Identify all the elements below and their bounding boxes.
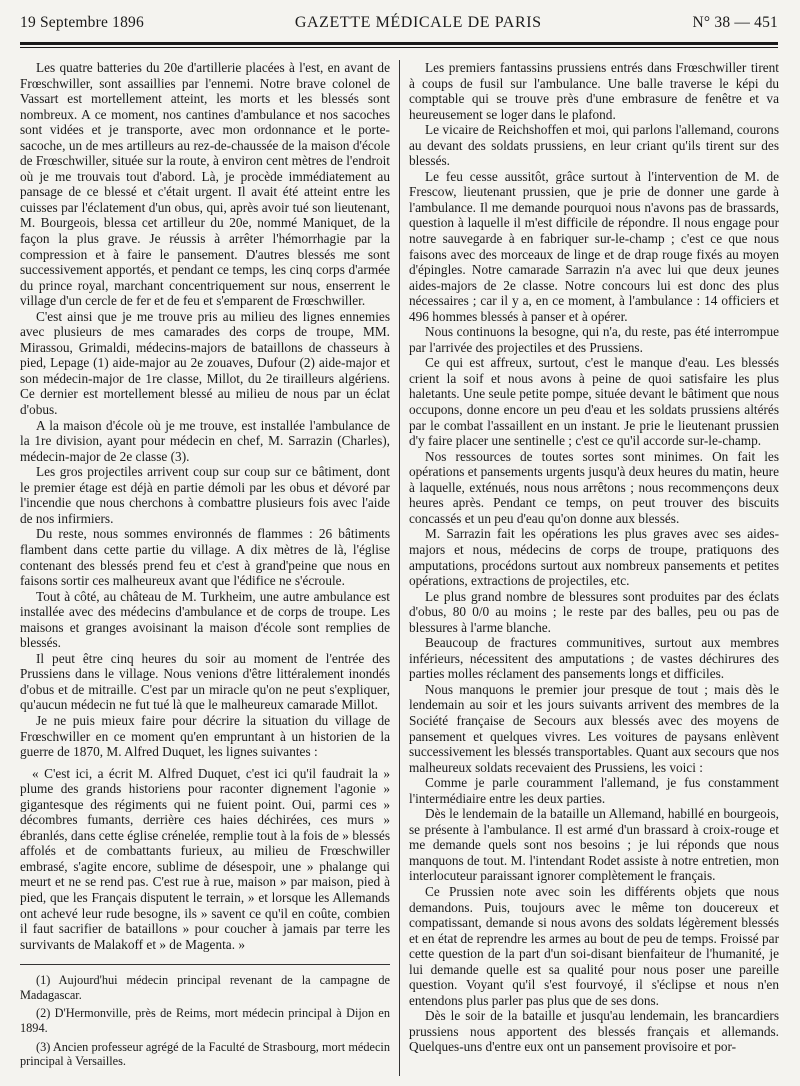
paragraph: Nos ressources de toutes sortes sont minimes. On fait les opérations et pansements urgents jusqu'à deux heures du matin, heure à laquelle, exténués, nous nous arrêtons ; nous recommençons deux heures après. Pendant ce temps, on peut trouver des biscuits concassés et un peu d'eau qu'on donne aux blessés. xyxy=(409,448,779,526)
header-rule-thin xyxy=(20,47,778,48)
quote-text: « C'est ici, a écrit M. Alfred Duquet, c'est ici qu'il faudrait la » plume des grands historiens pour raconter dignement l'agonie » gigantesque des régiments qui ne fuient point. Oui, parmi ces » décombres fumants, derrière ces haies déchirées, ces murs » ébranlés, dans cette église crénelée, remplie tout à la fois de » blessés affolés et de combattants furieux, au milieu de Frœschwiller embrasé, s'agite encore, sublime de désespoir, une » phalange qui meurt et ne se rend pas. C'est rue à rue, maison » par maison, pied à pied, que les Français disputent le terrain, » et lorsque les Allemands ont achevé leur rude besogne, ils » savent ce qu'il en coûte, combien il faut sacrifier de bataillons » pour coucher à jamais par terre les survivants de Malakoff et » de Magenta. » xyxy=(20,765,390,952)
paragraph: Nous continuons la besogne, qui n'a, du reste, pas été interrompue par l'arrivée des projectiles et des Prussiens. xyxy=(409,324,779,355)
paragraph: Je ne puis mieux faire pour décrire la situation du village de Frœschwiller en ce moment qu'en empruntant à un historien de la guerre de 1870, M. Alfred Duquet, les lignes suivantes : xyxy=(20,712,390,760)
footnote: (1) Aujourd'hui médecin principal revenant de la campagne de Madagascar. xyxy=(20,973,390,1002)
column-divider xyxy=(399,60,400,1076)
paragraph: Tout à côté, au château de M. Turkheim, une autre ambulance est installée avec des médecins d'ambulance et de corps de troupe. Les maisons et granges avoisinant la maison d'école sont remplies de blessés. xyxy=(20,588,390,651)
paragraph: Dès le soir de la bataille et jusqu'au lendemain, les brancardiers prussiens nous apportent des blessés français et allemands. Quelques-uns d'entre eux ont un pansement provisoire et por- xyxy=(409,1008,779,1055)
footnote: (2) D'Hermonville, près de Reims, mort médecin principal à Dijon en 1894. xyxy=(20,1006,390,1035)
footnote: (3) Ancien professeur agrégé de la Faculté de Strasbourg, mort médecin principal à Versailles. xyxy=(20,1039,390,1069)
footnotes-divider xyxy=(20,964,390,965)
historian-quote xyxy=(20,766,390,953)
publication-title: GAZETTE MÉDICALE DE PARIS xyxy=(294,14,542,31)
paragraph: Les gros projectiles arrivent coup sur coup sur ce bâtiment, dont le premier étage est déjà en partie démoli par les obus et dévoré par l'incendie que nous cherchons à combattre plusieurs fois avec l'aide de nos infirmiers. xyxy=(20,464,390,526)
left-column xyxy=(20,60,390,1078)
paragraph: Beaucoup de fractures communitives, surtout aux membres inférieurs, nécessitent des amputations ; de vastes déchirures des parties molles réclament des pansements longs et difficiles. xyxy=(409,635,779,682)
paragraph: Les premiers fantassins prussiens entrés dans Frœschwiller tirent à coups de fusil sur l'ambulance. Une balle traverse le képi du comptable qui se trouve près d'une embrasure de fenêtre et va heureusement se loger dans le plafond. xyxy=(409,60,779,122)
header-date: 19 Septembre 1896 xyxy=(20,14,144,31)
paragraph: Le feu cesse aussitôt, grâce surtout à l'intervention de M. de Frescow, lieutenant prussien, que je prie de donner une garde à l'ambulance. Il me demande pourquoi nous n'avons pas de brassards, question à laquelle il m'est difficile de répondre. Il nous engage pour notre sauvegarde à en fabriquer sur-le-champ ; c'est ce que nous faisons avec des morceaux de linge et de drap rouge fixés au moyen d'épingles. Notre camarade Sarrazin n'a avec lui que deux jeunes aides-majors de 2e classe. Notre concours lui est donc des plus nécessaires ; car il y a, en ce moment, à l'ambulance : 14 officiers et 496 hommes blessés à panser et à opérer. xyxy=(409,168,779,324)
paragraph: Le vicaire de Reichshoffen et moi, qui parlons l'allemand, courons au devant des soldats prussiens, en leur criant qu'ils tirent sur des blessés. xyxy=(409,122,779,169)
right-column xyxy=(409,60,779,1078)
paragraph: A la maison d'école où je me trouve, est installée l'ambulance de la 1re division, ayant pour médecin en chef, M. Sarrazin (Charles), médecin-major de 2e classe (3). xyxy=(20,417,390,464)
paragraph: Comme je parle couramment l'allemand, je fus constamment l'intermédiaire entre les deux parties. xyxy=(409,775,779,806)
paragraph: Le plus grand nombre de blessures sont produites par des éclats d'obus, 80 0/0 au moins ; le reste par des balles, peu ou pas de blessures à l'arme blanche. xyxy=(409,588,779,635)
paragraph: Les quatre batteries du 20e d'artillerie placées à l'est, en avant de Frœschwiller, sont assaillies par l'ennemi. Notre brave colonel de Vassart est mortellement atteint, les morts et les blessés sont nombreux. A ce moment, nos cantines d'ambulance et nos sacoches sont vidées et je transporte, avec mon ordonnance et le porte-sacoche, un de mes artilleurs au rez-de-chaussée de la maison d'école de Frœschwiller, située sur la route, à environ cent mètres de l'endroit où je me trouvais tout d'abord. Là, je procède immédiatement au pansage de ce blessé et c'était urgent. Il avait été atteint entre les cuisses par l'éclatement d'un obus, qui, après avoir tué son lieutenant, M. Bourgeois, blessa cet artilleur du 20e, nommé Maniquet, de la façon la plus grave. Je réussis à arrêter l'hémorrhagie par la compression et à faire le pansement. D'autres blessés me sont successivement apportés, et pendant ce temps, les cinq corps d'armée du prince royal, marchant concentriquement sur nous, enserrent le village d'un cercle de fer et de feu et s'emparent de Frœschwiller. xyxy=(20,60,390,309)
paragraph: Ce Prussien note avec soin les différents objets que nous demandons. Puis, toujours avec le même ton doucereux et compatissant, demande si nous avons des soldats légèrement blessés et en état de reprendre les armes au bout de peu de temps. Froissé par cette question de la part d'un soi-disant bienfaiteur de l'humanité, je lui demande quelle est sa qualité pour nous poser une pareille question. Voyant qu'il s'est fourvoyé, il s'éclipse et nous n'en entendons plus parler pas plus que de ses dons. xyxy=(409,883,779,1008)
paragraph: C'est ainsi que je me trouve pris au milieu des lignes ennemies avec plusieurs de mes camarades des corps de troupe, MM. Mirassou, Grimaldi, médecins-majors de bataillons de chasseurs à pied, Lepage (1) aide-major au 2e zouaves, Dufour (2) aide-major et son médecin-major de 1re classe, Millot, du 2e tirailleurs algériens. Ce dernier est mortellement blessé au milieu de nous par un éclat d'obus. xyxy=(20,308,390,418)
paragraph: M. Sarrazin fait les opérations les plus graves avec ses aides-majors et nous, médecins de corps de troupe, pratiquons des amputations, procédons surtout aux nombreux pansements et petites opérations, extractions de projectiles, etc. xyxy=(409,526,779,589)
paragraph: Dès le lendemain de la bataille un Allemand, habillé en bourgeois, se présente à l'ambulance. Il est armé d'un brassard à croix-rouge et me demande quels sont nos besoins ; je lui réponds que nous manquons de tout. M. l'intendant Rodet assiste à notre entretien, mon interlocuteur paraissant ignorer complètement le français. xyxy=(409,806,779,884)
paragraph: Il peut être cinq heures du soir au moment de l'entrée des Prussiens dans le village. Nous venions d'être littéralement inondés d'obus et de mitraille. C'est par un miracle qu'on ne peut s'expliquer, qu'aucun médecin ne fut tué là que le malheureux camarade Millot. xyxy=(20,650,390,713)
header-rule-thick xyxy=(20,42,778,45)
issue-page-number: N° 38 — 451 xyxy=(692,14,778,31)
paragraph: Ce qui est affreux, surtout, c'est le manque d'eau. Les blessés crient la soif et nous avons à peine de quoi satisfaire les plus haletants. Une seule petite pompe, située devant le bâtiment que nous occupons, donne encore un peu d'eau et les soldats prussiens altérés par le combat l'assaillent en un instant. Je prie le lieutenant prussien d'y faire placer une sentinelle ; c'est ce qu'il accorde sur-le-champ. xyxy=(409,355,779,449)
page-header xyxy=(20,14,778,40)
paragraph: Du reste, nous sommes environnés de flammes : 26 bâtiments flambent dans cette partie du village. A dix mètres de là, l'église contenant des blessés prend feu et c'est à grand'peine que nous en faisons sortir ces malheureux avant que l'édifice ne s'écroule. xyxy=(20,526,390,589)
paragraph: Nous manquons le premier jour presque de tout ; mais dès le lendemain au soir et les jours suivants arrivent des membres de la Société française de Secours aux blessés avec des moyens de pansement et quelques vivres. Les voitures de paysans enlèvent successivement les blessés transportables. Quant aux secours que nos malheureux soldats recevaient des Prussiens, les voici : xyxy=(409,681,779,775)
